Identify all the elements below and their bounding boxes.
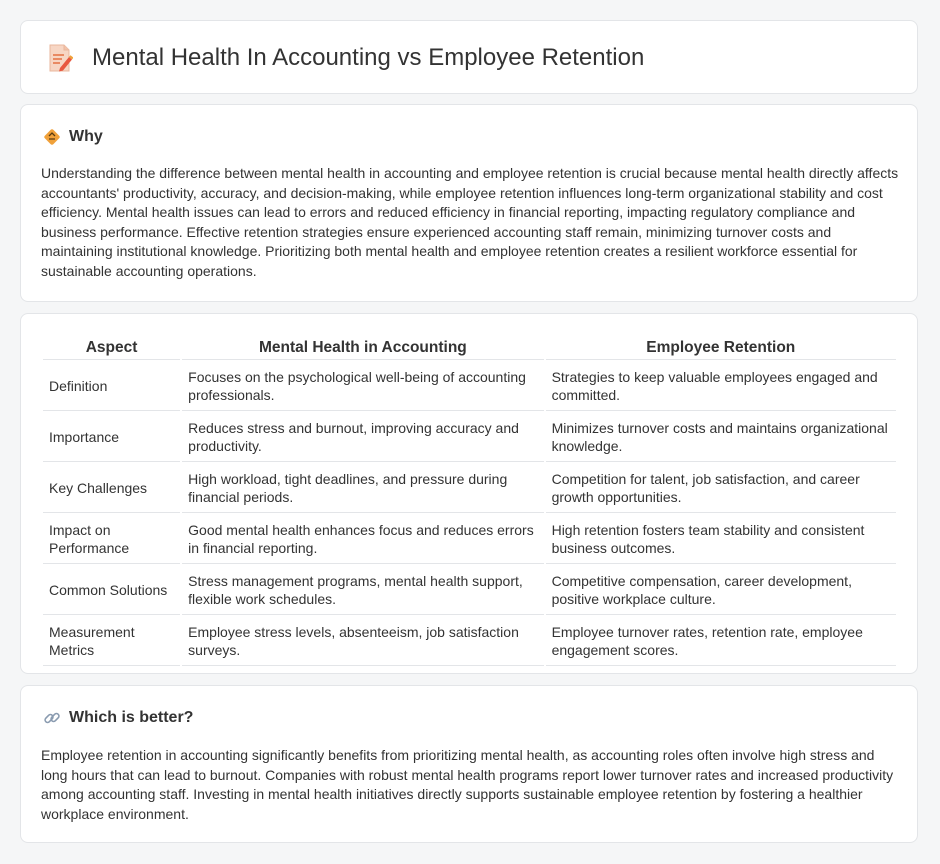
why-section: [20, 104, 918, 302]
which-is-better-heading: [43, 707, 193, 729]
why-title: Why: [69, 128, 103, 145]
table-cell-employee-retention: Minimizes turnover costs and maintains organizational knowledge.: [546, 413, 896, 462]
comparison-section: [20, 313, 918, 674]
page-title: Mental Health In Accounting vs Employee Retention: [92, 44, 645, 71]
table-cell-aspect: Measurement Metrics: [43, 617, 180, 666]
which-is-better-section: [20, 685, 918, 843]
table-row: [43, 515, 896, 564]
table-cell-aspect: Importance: [43, 413, 180, 462]
why-heading: [43, 126, 103, 148]
document-pencil-icon: [47, 43, 73, 73]
link-icon: [43, 709, 61, 727]
table-header-row: [43, 338, 896, 360]
why-text: Understanding the difference between mental health in accounting and employee retention is crucial because mental health directly affects accountants' productivity, accuracy, and decision-making, while employee retention influences long-term organizational stability and cost efficiency. Mental health issues can lead to errors and reduced efficiency in financial reporting, impacting regulatory compliance and business performance. Effective retention strategies ensure experienced accounting staff remain, minimizing turnover costs and maintaining institutional knowledge. Prioritizing both mental health and employee retention creates a resilient workforce essential for sustainable accounting operations.: [41, 165, 899, 279]
diamond-warning-icon: [43, 128, 61, 146]
header-card: [20, 20, 918, 94]
which-is-better-title: Which is better?: [69, 709, 194, 726]
table-cell-employee-retention: Competition for talent, job satisfaction, and career growth opportunities.: [546, 464, 896, 513]
table-row: [43, 566, 896, 615]
comparison-table: [41, 336, 898, 668]
table-cell-employee-retention: Employee turnover rates, retention rate, employee engagement scores.: [546, 617, 896, 666]
table-cell-mental-health: High workload, tight deadlines, and pressure during financial periods.: [182, 464, 543, 513]
which-is-better-text: Employee retention in accounting significantly benefits from prioritizing mental health, as accounting roles often involve high stress and long hours that can lead to burnout. Companies with robust mental health programs report lower turnover rates and increased productivity among accounting staff. Investing in mental health initiatives directly supports sustainable employee retention by fostering a healthier workplace environment.: [41, 747, 894, 822]
table-cell-employee-retention: Strategies to keep valuable employees engaged and committed.: [546, 362, 896, 411]
table-cell-mental-health: Reduces stress and burnout, improving accuracy and productivity.: [182, 413, 543, 462]
table-row: [43, 413, 896, 462]
table-row: [43, 362, 896, 411]
table-cell-mental-health: Good mental health enhances focus and reduces errors in financial reporting.: [182, 515, 543, 564]
table-cell-mental-health: Employee stress levels, absenteeism, job satisfaction surveys.: [182, 617, 543, 666]
column-header-mental-health: Mental Health in Accounting: [182, 338, 543, 360]
column-header-employee-retention: Employee Retention: [546, 338, 896, 360]
table-cell-aspect: Common Solutions: [43, 566, 180, 615]
column-header-aspect: Aspect: [43, 338, 180, 360]
table-cell-employee-retention: Competitive compensation, career development, positive workplace culture.: [546, 566, 896, 615]
table-cell-aspect: Definition: [43, 362, 180, 411]
table-cell-employee-retention: High retention fosters team stability and consistent business outcomes.: [546, 515, 896, 564]
table-row: [43, 464, 896, 513]
table-cell-mental-health: Focuses on the psychological well-being of accounting professionals.: [182, 362, 543, 411]
table-cell-mental-health: Stress management programs, mental health support, flexible work schedules.: [182, 566, 543, 615]
table-cell-aspect: Key Challenges: [43, 464, 180, 513]
table-row: [43, 617, 896, 666]
table-cell-aspect: Impact on Performance: [43, 515, 180, 564]
